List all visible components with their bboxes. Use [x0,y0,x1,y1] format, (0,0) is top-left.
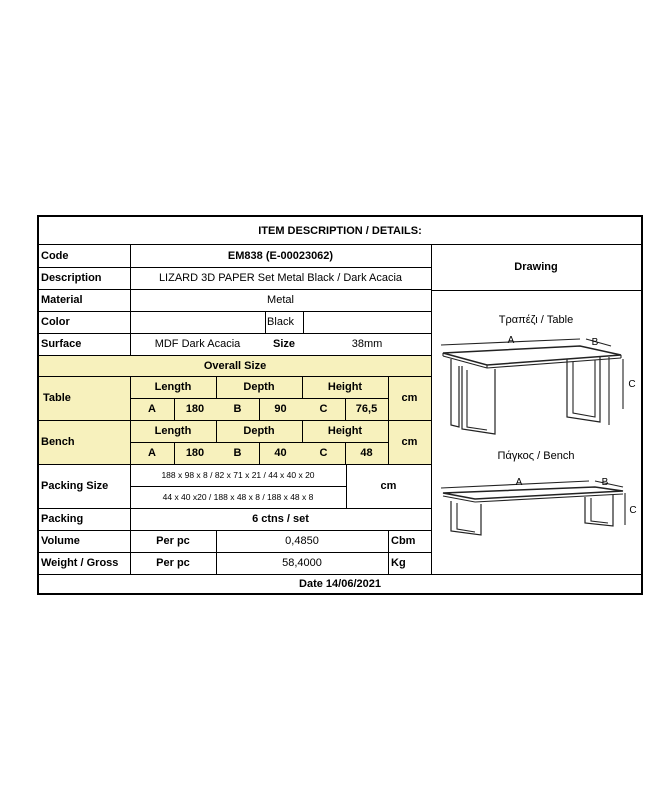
bench-length-header: Length [154,425,192,437]
item-details-sheet [37,215,643,595]
bench-dim-c: C [629,505,637,516]
material-value: Metal [267,294,294,306]
surface-value: MDF Dark Acacia [154,338,241,350]
bench-drawing [435,469,639,549]
packing-size-unit: cm [380,480,397,492]
volume-unit: Cbm [391,535,416,547]
weight-per: Per pc [156,557,190,569]
bench-caption: Πάγκος / Bench [497,450,575,462]
weight-value: 58,4000 [282,557,322,569]
table-caption: Τραπέζι / Table [498,314,574,326]
table-dim-b: B [591,337,599,348]
volume-value: 0,4850 [285,535,319,547]
description-label: Description [41,272,102,284]
code-label: Code [41,250,69,262]
size-label: Size [272,338,295,350]
size-value: 38mm [351,338,383,350]
table-length-header: Length [154,381,192,393]
table-depth-header: Depth [243,381,275,393]
drawing-title: Drawing [514,261,558,273]
bench-a-letter: A [148,447,156,459]
bench-label: Bench [41,436,75,448]
sheet-title: ITEM DESCRIPTION / DETAILS: [258,225,422,237]
table-c-letter: C [319,403,328,415]
bench-depth-header: Depth [243,425,275,437]
table-dim-c: C [628,379,636,390]
bench-a-value: 180 [185,447,205,459]
surface-label: Surface [41,338,82,350]
volume-label: Volume [41,535,80,547]
bench-dim-a: A [515,477,523,488]
table-drawing [435,329,639,445]
bench-unit: cm [401,436,418,448]
weight-unit: Kg [391,557,406,569]
bench-b-value: 40 [274,447,287,459]
volume-per: Per pc [156,535,190,547]
packing-size-line-1: 188 x 98 x 8 / 82 x 71 x 21 / 44 x 40 x 20 [161,470,315,480]
table-b-letter: B [233,403,242,415]
bench-dim-b: B [601,477,609,488]
table-a-letter: A [148,403,156,415]
bench-c-value: 48 [360,447,373,459]
table-unit: cm [401,392,418,404]
packing-label: Packing [41,513,84,525]
table-height-header: Height [327,381,363,393]
table-c-value: 76,5 [355,403,378,415]
table-label: Table [43,392,71,404]
packing-size-label: Packing Size [41,480,109,492]
bench-c-letter: C [319,447,328,459]
material-label: Material [41,294,83,306]
weight-label: Weight / Gross [41,557,119,569]
code-value: EM838 (E-00023062) [227,250,334,262]
description-value: LIZARD 3D PAPER Set Metal Black / Dark Acacia [158,272,403,284]
packing-size-line-2: 44 x 40 x20 / 188 x 48 x 8 / 188 x 48 x 8 [162,492,314,502]
table-a-value: 180 [185,403,205,415]
color-value: Black [267,316,294,328]
bench-height-header: Height [327,425,363,437]
date-label: Date 14/06/2021 [299,578,381,590]
bench-b-letter: B [233,447,242,459]
packing-value: 6 ctns / set [252,513,309,525]
overall-size-title: Overall Size [203,360,267,372]
color-label: Color [41,316,70,328]
table-dim-a: A [507,335,515,346]
table-b-value: 90 [274,403,287,415]
